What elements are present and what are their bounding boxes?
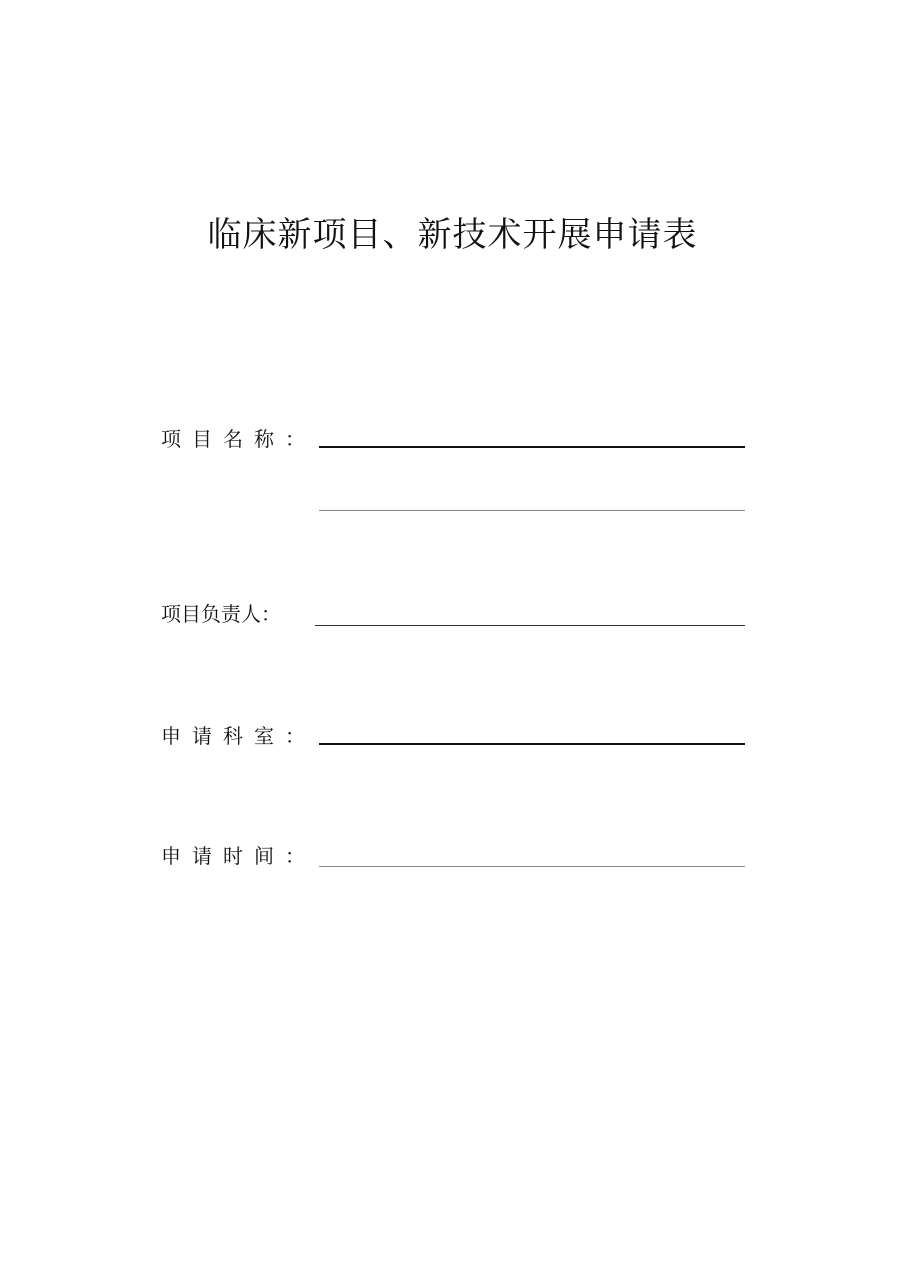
field-label-colon: ： — [261, 602, 281, 626]
field-label-text: 项目负责人 — [161, 602, 261, 626]
project-name-field-line[interactable] — [319, 446, 745, 448]
field-label-text: 申请科室 — [161, 724, 285, 748]
field-label-project-name — [161, 426, 305, 452]
field-label-application-date — [161, 843, 305, 869]
field-label-text: 项目名称 — [161, 427, 285, 451]
field-label-project-lead — [161, 601, 281, 627]
page-title: 临床新项目、新技术开展申请表 — [207, 215, 698, 255]
field-label-colon: ： — [285, 844, 305, 868]
field-label-text: 申请时间 — [161, 844, 285, 868]
application-date-field-line[interactable] — [319, 866, 745, 867]
department-field-line[interactable] — [319, 743, 745, 745]
project-name-field-line-2[interactable] — [319, 510, 745, 511]
field-label-colon: ： — [285, 724, 305, 748]
field-label-department — [161, 723, 305, 749]
field-label-colon: ： — [285, 427, 305, 451]
project-lead-field-line[interactable] — [315, 625, 745, 626]
